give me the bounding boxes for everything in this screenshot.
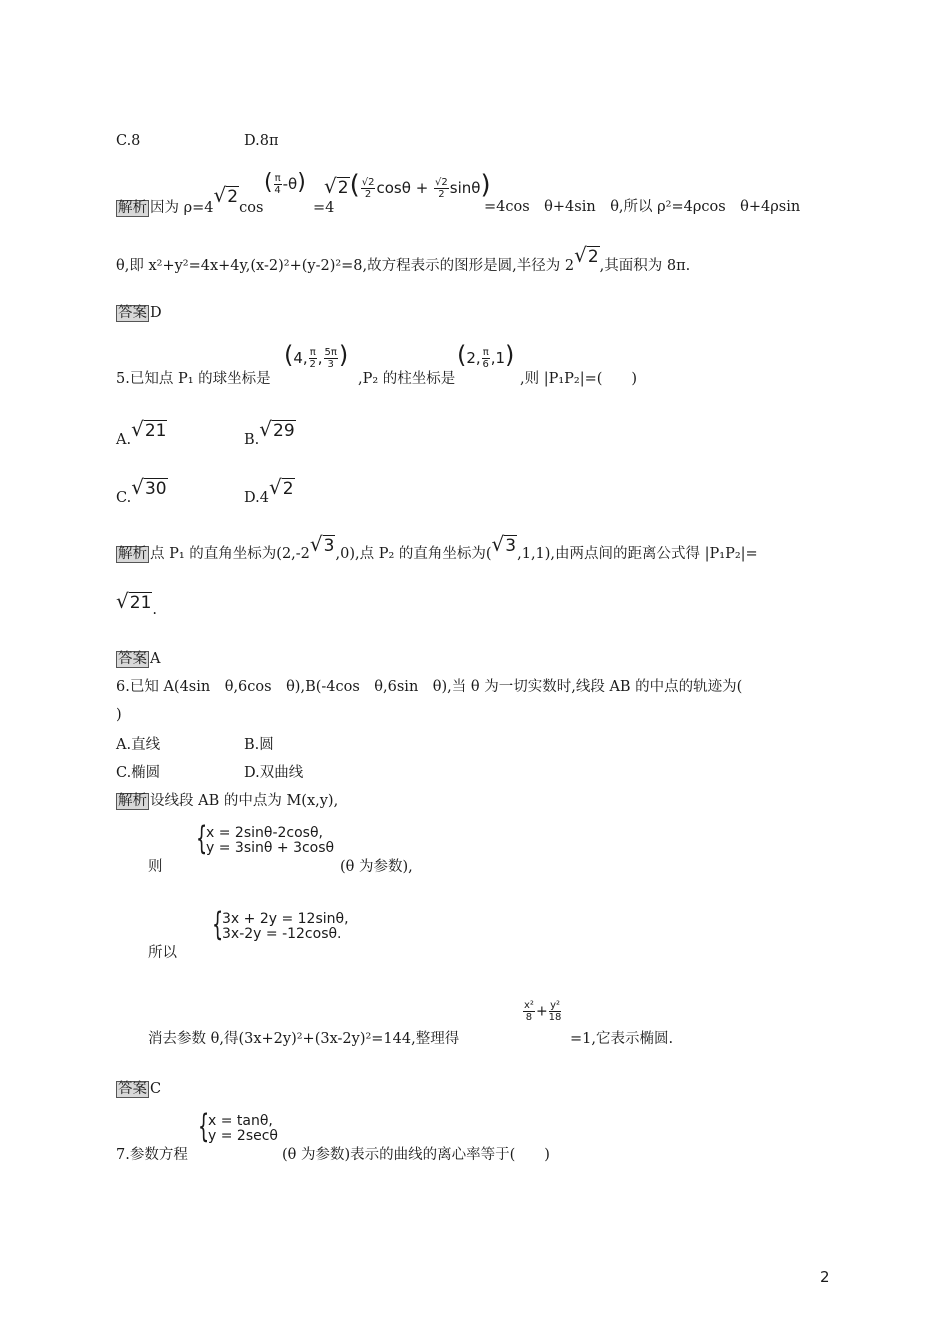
- q6-param-note: (θ 为参数),: [340, 859, 413, 875]
- q7-system: { x = tanθ, y = 2secθ: [198, 1107, 278, 1145]
- q6-option-a: A.直线: [116, 737, 161, 753]
- q5-stem-c: ,则 |P₁P₂|=( ): [520, 371, 638, 387]
- q4-sol-text-b: =4cos θ+4sin θ,所以 ρ²=4ρcos θ+4ρsin: [484, 199, 801, 215]
- q6-option-c: C.椭圆: [116, 765, 161, 781]
- q4-solution-line-2: θ,即 x²+y²=4x+4y,(x-2)²+(y-2)²=8,故方程表示的图形是圆,半径为 2√2,其面积为 8π.: [116, 243, 691, 274]
- q5-option-a: A.√21: [116, 417, 167, 448]
- q6-so: 所以: [148, 945, 177, 961]
- q5-spherical-coords: (4, $\frac{\pi}{2}$ , $\frac{5\pi}{3}$ ): [284, 341, 349, 370]
- q6-eliminate-result: =1,它表示椭圆.: [570, 1031, 674, 1047]
- solution-tag: 解析: [118, 546, 147, 562]
- q5-cylindrical-coords: (2, $\frac{\pi}{6}$ ,1): [457, 341, 515, 370]
- q4-sol-text-a: 因为 ρ=4: [150, 200, 214, 216]
- sqrt-2: √2: [574, 243, 599, 267]
- q6-answer: 答案 C: [118, 1081, 162, 1097]
- solution-tag: 解析: [118, 793, 147, 809]
- q5-option-d: D.4√2: [244, 475, 294, 506]
- q6-system-2: { 3x + 2y = 12sinθ, 3x-2y = -12cosθ.: [212, 905, 349, 943]
- q5-stem-a: 5.已知点 P₁ 的球坐标是: [116, 371, 271, 387]
- q4-option-c: C.8: [116, 133, 141, 149]
- q4-angle-expression: ( $\frac{\pi}{4}$ -θ): [264, 170, 306, 196]
- sqrt-2: √2: [213, 183, 239, 207]
- answer-tag: 答案: [118, 305, 147, 321]
- q6-option-d: D.双曲线: [244, 765, 304, 781]
- page-number: 2: [820, 1268, 830, 1286]
- q6-solution-line-1: 解析 设线段 AB 的中点为 M(x,y),: [118, 793, 339, 809]
- q6-ellipse-fraction: $\frac{\text{x²}}{8}$ + $\frac{\text{y²}}{18}$: [524, 1000, 562, 1023]
- q7-stem-b: (θ 为参数)表示的曲线的离心率等于( ): [282, 1147, 550, 1163]
- q5-answer: 答案 A: [118, 651, 161, 667]
- q4-solution-line-1: [116, 183, 264, 217]
- q4-option-d: D.8π: [244, 133, 279, 149]
- answer-tag: 答案: [118, 651, 147, 667]
- q4-eq-4: =4: [313, 200, 335, 216]
- q5-stem-b: ,P₂ 的柱坐标是: [358, 371, 456, 387]
- q7-stem-a: 7.参数方程: [116, 1147, 188, 1163]
- q6-system-1: { x = 2sinθ-2cosθ, y = 3sinθ + 3cosθ: [196, 819, 335, 857]
- q4-sqrt2-expression: √2( $\frac{√2}{2}$ cosθ + $\frac{√2}{2}$ sinθ): [324, 170, 491, 200]
- q5-option-c: C.√30: [116, 475, 167, 506]
- cos-text: cos: [239, 200, 264, 216]
- q5-option-b: B.√29: [244, 417, 295, 448]
- answer-tag: 答案: [118, 1081, 147, 1097]
- q6-then: 则: [148, 859, 163, 875]
- q5-solution-line-1: 解析 点 P₁ 的直角坐标为(2,-2√3,0),点 P₂ 的直角坐标为(√3,1,1),由两点间的距离公式得 |P₁P₂|=: [118, 532, 758, 562]
- q5-solution-line-2: √21.: [116, 589, 157, 618]
- solution-tag: 解析: [118, 200, 147, 216]
- q4-answer: 答案 D: [118, 305, 162, 321]
- q6-stem-close: ): [116, 707, 122, 723]
- q6-option-b: B.圆: [244, 737, 274, 753]
- q6-eliminate-text: 消去参数 θ,得(3x+2y)²+(3x-2y)²=144,整理得: [148, 1031, 460, 1047]
- q6-stem: 6.已知 A(4sin θ,6cos θ),B(-4cos θ,6sin θ),当 θ 为一切实数时,线段 AB 的中点的轨迹为(: [116, 679, 743, 695]
